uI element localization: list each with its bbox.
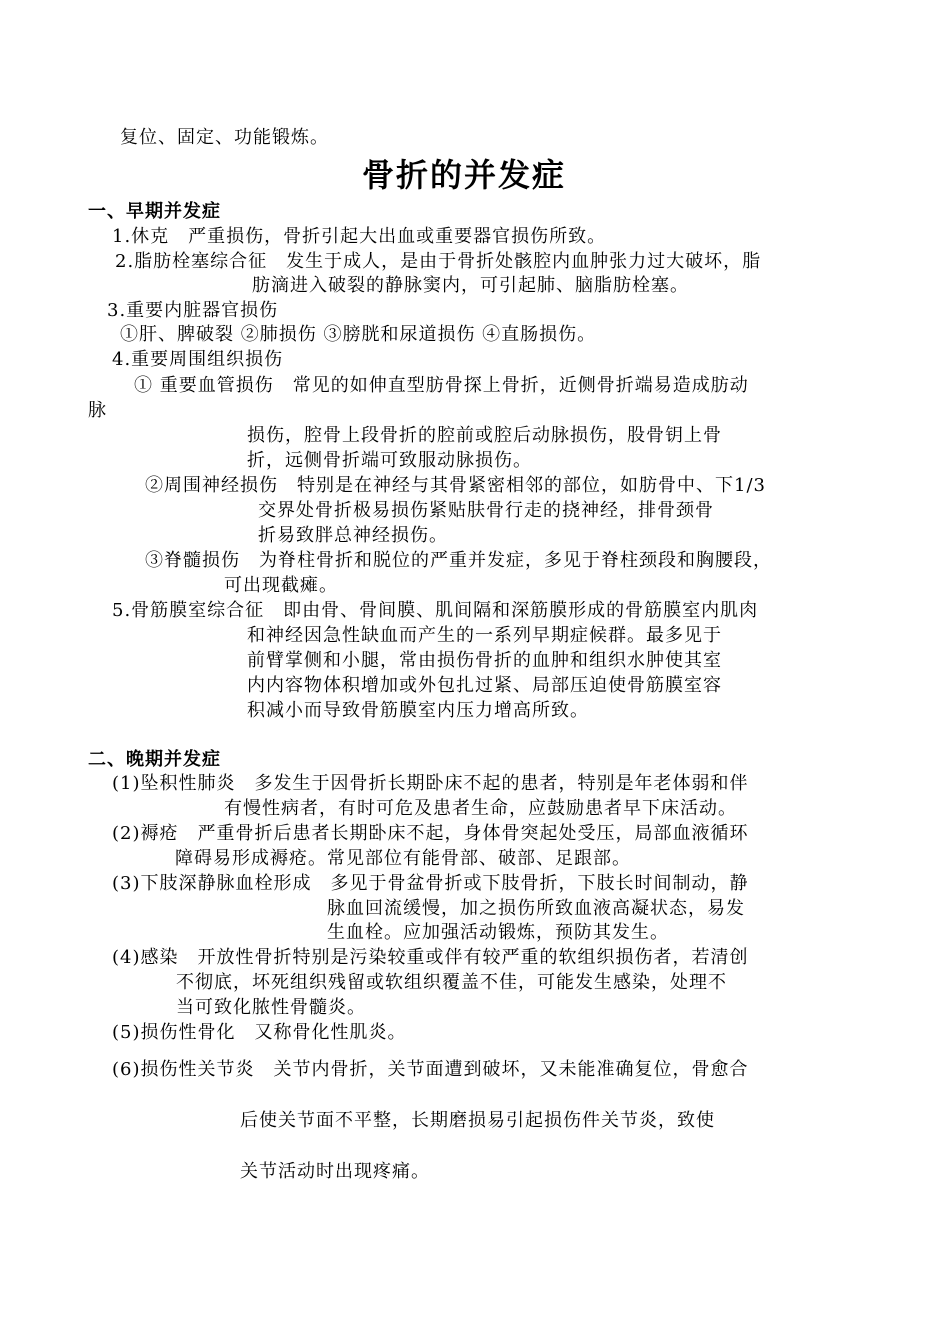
late-item-1-line-2: 有慢性病者，有时可危及患者生命，应鼓励患者早下床活动。 (224, 798, 737, 819)
early-item-4a-line-1: ① 重要血管损伤 常见的如伸直型肪骨探上骨折，近侧骨折端易造成肪动 (134, 375, 749, 396)
late-item-2-line-1: (2)褥疮 严重骨折后患者长期卧床不起，身体骨突起处受压，局部血液循环 (112, 823, 749, 844)
early-item-4b-line-2: 交界处骨折极易损伤紧贴肤骨行走的挠神经，排骨颈骨 (258, 500, 714, 521)
late-item-5: (5)损伤性骨化 又称骨化性肌炎。 (112, 1022, 407, 1043)
early-item-3: 3.重要内脏器官损伤 (107, 300, 279, 321)
early-item-5-line-2: 和神经因急性缺血而产生的一系列早期症候群。最多见于 (247, 625, 722, 646)
early-item-4c-line-2: 可出现截瘫。 (224, 575, 338, 596)
early-item-1: 1.休克 严重损伤，骨折引起大出血或重要器官损伤所致。 (112, 226, 607, 247)
late-item-6-line-2: 后使关节面不平整，长期磨损易引起损伤件关节炎，致使 (240, 1110, 715, 1131)
late-item-6-line-1: (6)损伤性关节炎 关节内骨折，关节面遭到破坏，又未能准确复位，骨愈合 (112, 1059, 749, 1080)
early-item-5-line-1: 5.骨筋膜室综合征 即由骨、骨间膜、肌间隔和深筋膜形成的骨筋膜室内肌肉 (112, 600, 759, 621)
late-item-4-line-2: 不彻底，坏死组织残留或软组织覆盖不佳，可能发生感染，处理不 (176, 972, 727, 993)
section-heading-late: 二、晚期并发症 (88, 749, 221, 770)
section-heading-early: 一、早期并发症 (88, 201, 221, 222)
early-item-5-line-5: 积减小而导致骨筋膜室内压力增高所致。 (247, 700, 589, 721)
early-item-2-line-2: 肪滴进入破裂的静脉窦内，可引起肺、脑脂肪栓塞。 (252, 275, 689, 296)
early-item-5-line-4: 内内容物体积增加或外包扎过紧、局部压迫使骨筋膜室容 (247, 675, 722, 696)
page-title: 骨折的并发症 (362, 156, 567, 194)
early-item-4c-line-1: ③脊髓损伤 为脊柱骨折和脱位的严重并发症，多见于脊柱颈段和胸腰段， (145, 550, 772, 571)
early-item-4a-line-4: 折，远侧骨折端可致服动脉损伤。 (247, 450, 532, 471)
early-item-4b-line-1: ②周围神经损伤 特别是在神经与其骨紧密相邻的部位，如肪骨中、下1/3 (145, 475, 766, 496)
late-item-4-line-1: (4)感染 开放性骨折特别是污染较重或伴有较严重的软组织损伤者，若清创 (112, 947, 749, 968)
early-item-4a-line-2: 脉 (88, 400, 107, 421)
late-item-3-line-3: 生血栓。应加强活动锻炼，预防其发生。 (327, 922, 669, 943)
early-item-4a-line-3: 损伤，腔骨上段骨折的腔前或腔后动脉损伤，股骨钥上骨 (247, 425, 722, 446)
late-item-2-line-2: 障碍易形成褥疮。常见部位有能骨部、破部、足跟部。 (175, 848, 631, 869)
late-item-1-line-1: (1)坠积性肺炎 多发生于因骨折长期卧床不起的患者，特别是年老体弱和伴 (112, 773, 749, 794)
late-item-4-line-3: 当可致化脓性骨髓炎。 (176, 997, 366, 1018)
early-item-4b-line-3: 折易致胖总神经损伤。 (258, 525, 448, 546)
late-item-3-line-1: (3)下肢深静脉血栓形成 多见于骨盆骨折或下肢骨折，下肢长时间制动，静 (112, 873, 749, 894)
late-item-3-line-2: 脉血回流缓慢，加之损伤所致血液高凝状态，易发 (327, 898, 745, 919)
late-item-6-line-3: 关节活动时出现疼痛。 (240, 1161, 430, 1182)
early-item-5-line-3: 前臂掌侧和小腿，常由损伤骨折的血肿和组织水肿使其室 (247, 650, 722, 671)
early-item-3-sub: ①肝、脾破裂 ②肺损伤 ③膀胱和尿道损伤 ④直肠损伤。 (120, 324, 597, 345)
intro-line: 复位、固定、功能锻炼。 (120, 127, 329, 148)
early-item-4: 4.重要周围组织损伤 (112, 349, 284, 370)
early-item-2-line-1: 2.脂肪栓塞综合征 发生于成人，是由于骨折处骸腔内血肿张力过大破坏，脂 (115, 251, 762, 272)
